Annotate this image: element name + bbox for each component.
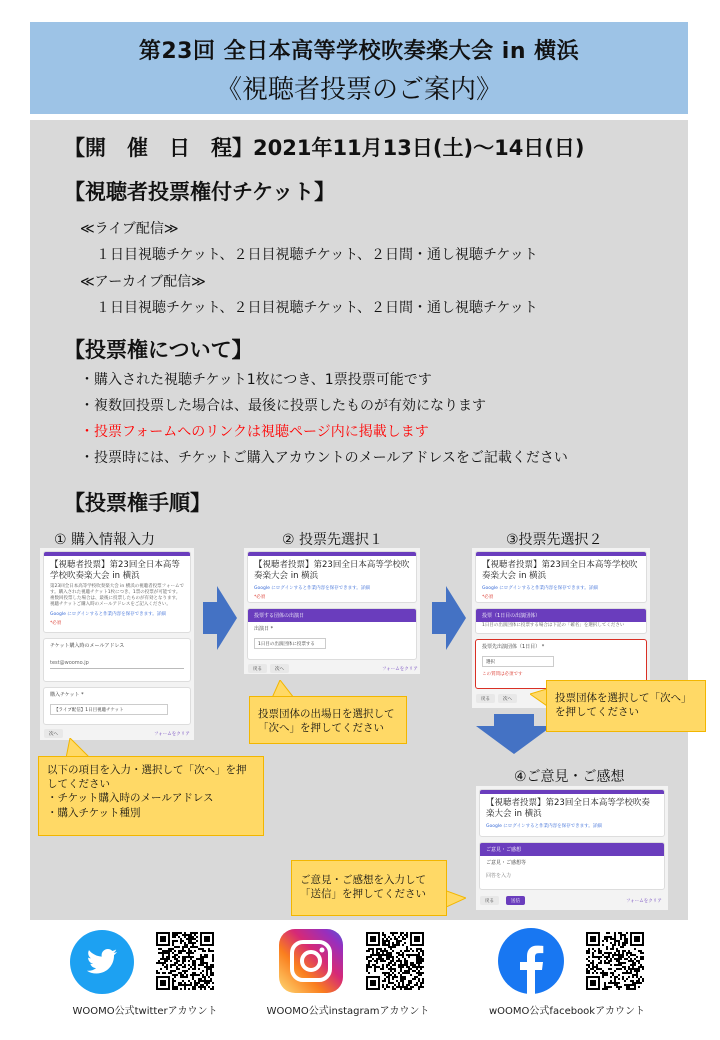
- clear-form-link[interactable]: フォームをクリア: [382, 667, 418, 672]
- rights-item: ・複数回投票した場合は、最後に投票したものが有効になります: [80, 398, 486, 414]
- next-button[interactable]: 次へ: [270, 664, 289, 673]
- step-3-title: ③投票先選択２: [506, 532, 603, 548]
- next-button[interactable]: 次へ: [498, 694, 517, 703]
- facebook-account-label: wOOMO公式facebookアカウント: [489, 1006, 645, 1017]
- email-question-card: [43, 638, 191, 682]
- step-3-instruction: 投票団体を選択して「次へ」を押してください: [555, 692, 692, 719]
- step-1-title: ① 購入情報入力: [54, 532, 156, 548]
- step-3-callout: [546, 680, 706, 732]
- step-2-instruction: 投票団体の出場日を選択して「次へ」を押してください: [258, 708, 395, 735]
- facebook-logo-icon[interactable]: [498, 928, 564, 994]
- login-link[interactable]: Google にログインすると作業内容を保存できます。詳細: [254, 586, 370, 592]
- group-question: 投票先出演団体（1日目） *: [482, 644, 545, 650]
- form-header-card: [247, 551, 417, 603]
- form-header-card: [43, 551, 191, 633]
- instagram-logo-icon[interactable]: [278, 928, 344, 994]
- step-1-form-screenshot: [40, 548, 194, 740]
- email-field[interactable]: test@woomo.jp: [50, 658, 184, 669]
- login-link[interactable]: Google にログインすると作業内容を保存できます。詳細: [486, 824, 602, 830]
- instagram-qr-code[interactable]: [366, 932, 424, 990]
- form-title: 【視聴者投票】第23回全日本高等学校吹奏楽大会 in 横浜: [254, 560, 410, 581]
- required-note: *必須: [482, 595, 494, 601]
- step-4-title: ④ご意見・ご感想: [514, 769, 625, 785]
- form-title: 【視聴者投票】第23回全日本高等学校吹奏楽大会 in 横浜: [486, 798, 650, 819]
- tickets-heading: 【視聴者投票権付チケット】: [64, 180, 336, 204]
- step-1-instruction: 以下の項目を入力・選択して「次へ」を押してください ・チケット購入時のメールアドレス ・購入チケット種別: [47, 764, 247, 819]
- rights-heading: 【投票権について】: [64, 338, 253, 362]
- callout-pointer: [444, 890, 466, 908]
- back-button[interactable]: 戻る: [248, 664, 267, 673]
- step-2-form-screenshot: [244, 548, 420, 674]
- twitter-logo-icon[interactable]: [70, 930, 134, 994]
- section-description: 1日目の出演団体に投票する場合は下記の「確名」を選択してください: [482, 623, 625, 628]
- form-title: 【視聴者投票】第23回全日本高等学校吹奏楽大会 in 横浜: [50, 560, 180, 581]
- feedback-field[interactable]: 回答を入力: [486, 873, 512, 879]
- date-question: 出演日 *: [254, 626, 274, 632]
- login-link[interactable]: Google にログインすると作業内容を保存できます。詳細: [50, 611, 166, 617]
- event-title: 第23回 全日本高等学校吹奏楽大会 in 横浜: [138, 39, 580, 64]
- step-4-instruction: ご意見・ご感想を入力して「送信」を押してください: [300, 874, 426, 901]
- section-card: [475, 608, 647, 634]
- instagram-account-label: WOOMO公式instagramアカウント: [266, 1006, 430, 1017]
- section-header: 投票する団体の出演日: [248, 609, 416, 622]
- twitter-account-label: WOOMO公式twitterアカウント: [72, 1006, 218, 1017]
- callout-pointer: [66, 738, 90, 758]
- step-4-callout: [291, 860, 447, 916]
- arrow-right-icon: [432, 586, 466, 650]
- ticket-question-card: [43, 687, 191, 725]
- rights-item: ・購入された視聴チケット1枚につき、1票投票可能です: [80, 372, 432, 388]
- date-select[interactable]: 1日目の出演団体に投票する: [254, 638, 326, 649]
- feedback-question-card: [479, 842, 665, 890]
- ticket-select[interactable]: 【ライブ配信】1日目視聴チケット: [50, 704, 168, 715]
- back-button[interactable]: 戻る: [480, 896, 499, 905]
- archive-label: ≪アーカイブ配信≫: [80, 274, 206, 290]
- step-2-callout: [249, 696, 407, 744]
- event-schedule: 【開 催 日 程】2021年11月13日(土)〜14日(日): [64, 136, 585, 160]
- form-title: 【視聴者投票】第23回全日本高等学校吹奏楽大会 in 横浜: [482, 560, 638, 581]
- feedback-question: ご意見・ご感想等: [486, 860, 527, 866]
- step-1-callout: [38, 756, 264, 836]
- login-link[interactable]: Google にログインすると作業内容を保存できます。詳細: [482, 586, 598, 592]
- group-select[interactable]: 選択: [482, 656, 554, 667]
- form-header-card: [479, 789, 665, 837]
- page-subtitle: 《視聴者投票のご案内》: [215, 75, 502, 105]
- step-2-title: ② 投票先選択１: [282, 532, 384, 548]
- archive-tickets: １日目視聴チケット、２日目視聴チケット、２日間・通し視聴チケット: [96, 300, 538, 316]
- form-header-card: [475, 551, 647, 603]
- section-header: 投票（1日目の出演団体）: [476, 609, 646, 622]
- section-header: ご意見・ご感想: [480, 843, 664, 856]
- live-tickets: １日目視聴チケット、２日目視聴チケット、２日間・通し視聴チケット: [96, 247, 538, 263]
- rights-item-link-notice: ・投票フォームへのリンクは視聴ページ内に掲載します: [80, 424, 429, 440]
- live-label: ≪ライブ配信≫: [80, 221, 179, 237]
- date-question-card: [247, 608, 417, 660]
- rights-item: ・投票時には、チケットご購入アカウントのメールアドレスをご記載ください: [80, 450, 568, 466]
- arrow-right-icon: [203, 586, 237, 650]
- procedure-heading: 【投票権手順】: [64, 491, 211, 515]
- twitter-qr-code[interactable]: [156, 932, 214, 990]
- form-description: 第23回全日本高等学校吹奏楽大会 in 横浜の視聴者投票フォームです。購入された視聴チケット1枚につき、1票の投票が可能です。複数回投票した場合は、最後に投票したものが有効となります。視聴チケットご購入時のメールアドレスをご記入ください。: [50, 584, 184, 607]
- title-banner: [30, 22, 688, 114]
- clear-form-link[interactable]: フォームをクリア: [154, 732, 190, 737]
- facebook-qr-code[interactable]: [586, 932, 644, 990]
- required-note: *必須: [50, 620, 62, 626]
- email-question: チケット購入時のメールアドレス: [50, 643, 125, 649]
- ticket-question: 購入チケット *: [50, 692, 84, 698]
- next-button[interactable]: 次へ: [44, 729, 63, 738]
- required-note: *必須: [254, 595, 266, 601]
- submit-button[interactable]: 送信: [506, 896, 525, 905]
- back-button[interactable]: 戻る: [476, 694, 495, 703]
- step-4-form-screenshot: [476, 786, 668, 910]
- required-error: この質問は必須です: [482, 672, 523, 677]
- arrow-down-icon: [476, 714, 552, 754]
- clear-form-link[interactable]: フォームをクリア: [626, 899, 662, 904]
